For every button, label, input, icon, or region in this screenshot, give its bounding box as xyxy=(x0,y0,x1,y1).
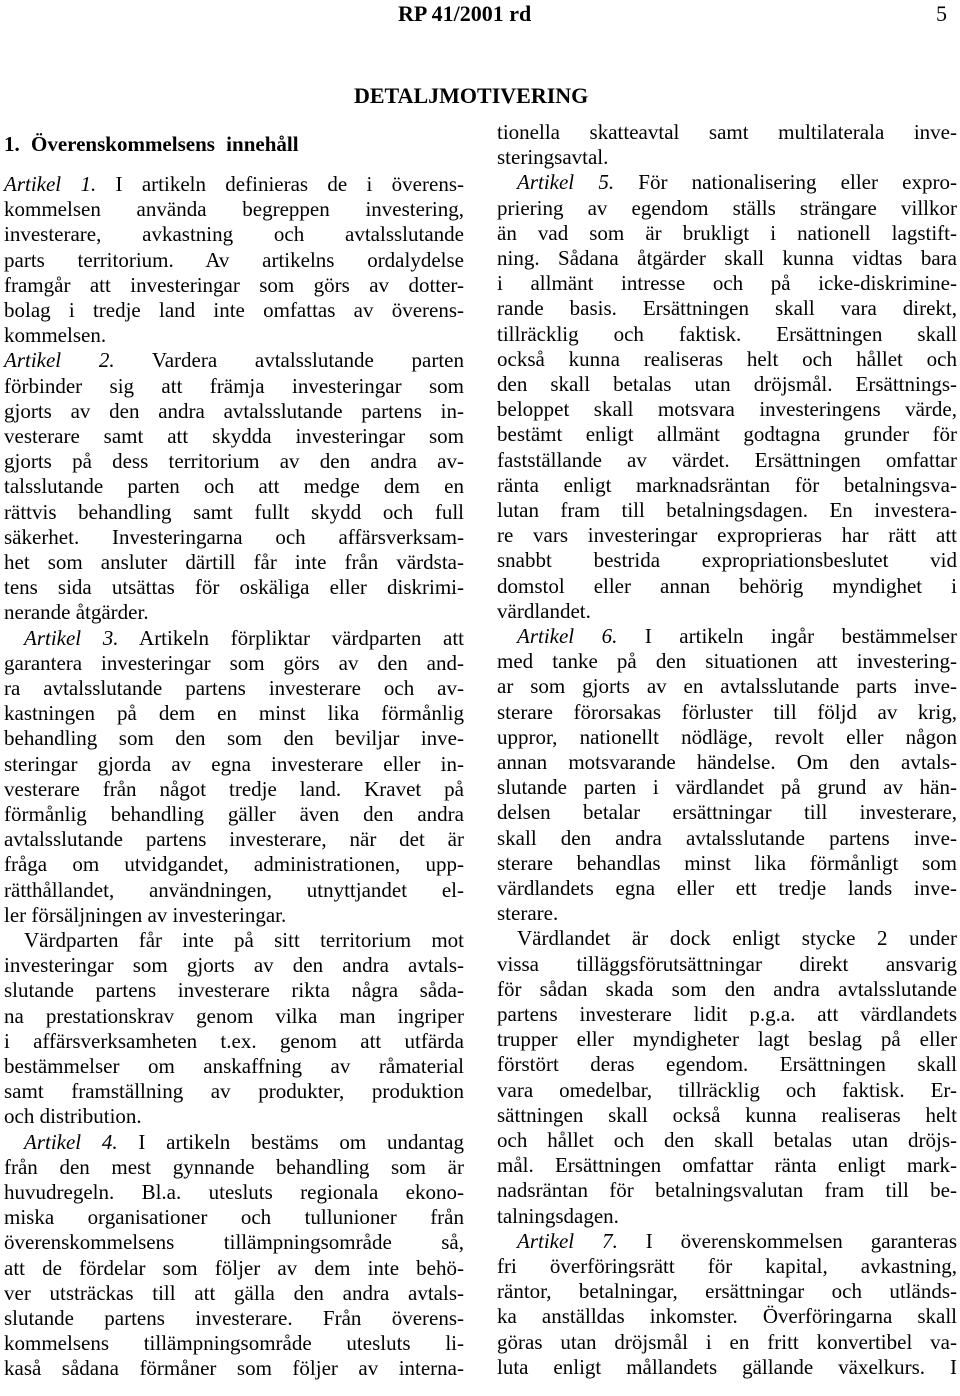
text-line xyxy=(4,348,464,373)
text-line xyxy=(497,196,957,221)
text-line xyxy=(497,1330,957,1355)
text-run: delsen betalar ersättningar till investerare, xyxy=(497,800,957,825)
text-line xyxy=(4,953,464,978)
text-run: sterare. xyxy=(497,901,559,926)
text-line xyxy=(4,1205,464,1230)
text-line xyxy=(497,800,957,825)
text-line xyxy=(497,296,957,321)
text-line xyxy=(497,448,957,473)
text-line xyxy=(497,876,957,901)
text-line xyxy=(497,725,957,750)
text-line xyxy=(4,1029,464,1054)
text-run: investerare, avkastning och avtalsslutande xyxy=(4,222,464,247)
text-run: steringsavtal. xyxy=(497,145,609,170)
text-run: mål. Ersättningen omfattar ränta enligt mark- xyxy=(497,1153,957,1178)
text-line xyxy=(4,575,464,600)
text-run: och distribution. xyxy=(4,1104,142,1129)
text-run: göras utan dröjsmål i en fritt konvertibel va- xyxy=(497,1329,957,1354)
text-line xyxy=(4,701,464,726)
text-line xyxy=(24,928,464,953)
text-run: förstört deras egendom. Ersättningen skall xyxy=(497,1052,957,1077)
text-run: huvudregeln. Bl.a. utesluts regionala ekono- xyxy=(4,1180,464,1204)
text-run: än vad som är brukligt i nationell lagstift- xyxy=(497,220,957,245)
text-run: ning. Sådana åtgärder skall kunna vidtas bara xyxy=(497,246,957,270)
text-run: vissa tilläggsförutsättningar direkt ansvarig xyxy=(497,951,957,976)
text-line xyxy=(497,1304,957,1329)
text-run: I artikeln ingår bestämmelser xyxy=(617,624,957,648)
text-run: framgår att investeringar som görs av dotter- xyxy=(4,272,464,297)
text-line xyxy=(497,271,957,296)
text-line xyxy=(517,624,957,649)
text-run: värdlandet. xyxy=(497,598,591,623)
text-line xyxy=(497,347,957,372)
text-line xyxy=(4,424,464,449)
text-line xyxy=(4,1331,464,1356)
text-run: lutan fram till betalningsdagen. En investera- xyxy=(497,498,957,522)
text-line xyxy=(4,248,464,273)
text-line xyxy=(4,802,464,827)
text-run: kommelsens tillämpningsområde utesluts li- xyxy=(4,1331,464,1356)
text-line xyxy=(4,726,464,751)
text-line xyxy=(4,1079,464,1104)
text-run: också kunna realiseras helt och hållet och xyxy=(497,346,957,371)
text-line xyxy=(497,246,957,271)
text-run: gjorts av den andra avtalsslutande partens in- xyxy=(4,398,464,423)
text-line xyxy=(497,120,957,145)
text-line xyxy=(4,222,464,247)
text-run: Vardera avtalsslutande parten xyxy=(114,348,464,373)
text-line xyxy=(4,827,464,852)
text-run: talningsdagen. xyxy=(497,1203,619,1228)
text-line xyxy=(497,548,957,573)
text-run: att de fördelar som följer av dem inte behö- xyxy=(4,1255,464,1280)
text-run: skall den andra avtalsslutande partens inve- xyxy=(497,825,957,850)
text-line xyxy=(497,322,957,347)
text-run: behandling som den som den beviljar inve- xyxy=(4,726,464,751)
text-run: rättvis behandling samt fullt skydd och full xyxy=(4,499,464,524)
text-run: med tanke på den situationen att investering- xyxy=(497,649,957,674)
text-run: I överenskommelsen garanteras xyxy=(617,1228,957,1253)
text-line xyxy=(4,676,464,701)
text-line xyxy=(517,926,957,951)
text-run: partens investerare lidit p.g.a. att värdlandets xyxy=(497,1002,957,1026)
text-run: säkerhet. Investeringarna och affärsverksam- xyxy=(4,524,464,549)
text-run: bestämt enligt allmänt godtagna grunder för xyxy=(497,422,957,447)
text-line xyxy=(4,172,464,197)
text-line xyxy=(4,550,464,575)
text-run: ra avtalsslutande partens investerare och av- xyxy=(4,676,464,700)
text-run: parts territorium. Av artikelns ordalydelse xyxy=(4,247,464,272)
text-run: snabbt bestrida expropriationsbeslutet vid xyxy=(497,548,957,573)
text-line xyxy=(497,649,957,674)
text-run: tens sida utsättas för oskäliga eller diskrimi- xyxy=(4,575,464,600)
text-run: värdlandets egna eller ett tredje lands inve- xyxy=(497,876,957,900)
text-line xyxy=(517,170,957,195)
text-line xyxy=(497,422,957,447)
article-label: Artikel 5. xyxy=(517,170,615,195)
text-line xyxy=(4,1230,464,1255)
text-run: Artikeln förpliktar värdparten att xyxy=(118,625,464,650)
text-run: Värdparten får inte på sitt territorium mot xyxy=(24,928,464,952)
text-line xyxy=(497,1128,957,1153)
text-run: ver utsträckas till att gälla den andra avtals- xyxy=(4,1280,464,1305)
text-run: slutande partens investerare rikta några såda- xyxy=(4,978,464,1003)
text-line xyxy=(497,473,957,498)
text-run: för sådan skada som den andra avtalsslutande xyxy=(497,976,957,1001)
text-run: kommelsen använda begreppen investering, xyxy=(4,197,464,222)
text-line xyxy=(497,1204,957,1229)
text-run: trupper eller myndigheter lagt beslag på eller xyxy=(497,1027,957,1052)
text-line xyxy=(517,1229,957,1254)
page-header-title: RP 41/2001 rd xyxy=(398,1,532,26)
text-run: investeringar som gjorts av den andra avtals- xyxy=(4,953,464,978)
text-line xyxy=(4,1054,464,1079)
text-run: garantera investeringar som görs av den and- xyxy=(4,650,464,675)
text-run: fastställande av värdet. Ersättningen omfattar xyxy=(497,447,957,472)
text-line xyxy=(497,826,957,851)
text-run: domstol eller annan behörig myndighet i xyxy=(497,573,957,598)
article-label: Artikel 7. xyxy=(517,1228,618,1253)
text-line xyxy=(497,523,957,548)
article-label: Artikel 6. xyxy=(517,624,618,648)
text-line xyxy=(497,498,957,523)
text-run: kaså sådana förmåner som följer av interna- xyxy=(4,1356,464,1381)
text-line xyxy=(4,1004,464,1029)
text-run: ar som gjorts av en avtalsslutande parts inve- xyxy=(497,674,957,699)
text-line xyxy=(497,1103,957,1128)
text-run: i allmänt intresse och på icke-diskrimine- xyxy=(497,271,957,296)
text-line xyxy=(4,978,464,1003)
text-run: luta enligt mållandets gällande växelkurs. I xyxy=(497,1354,957,1379)
text-line xyxy=(497,1002,957,1027)
text-run: priering av egendom ställs strängare villkor xyxy=(497,195,957,220)
text-run: den skall betalas utan dröjsmål. Ersättnings- xyxy=(497,372,957,396)
article-label: Artikel 1. xyxy=(4,172,97,196)
text-line xyxy=(4,903,464,928)
text-line xyxy=(497,1078,957,1103)
text-line xyxy=(497,1027,957,1052)
text-line xyxy=(497,1153,957,1178)
text-run: steringar gjorda av egna investerare eller in- xyxy=(4,751,464,776)
text-line xyxy=(497,221,957,246)
text-run: sterare behandlas minst lika förmånligt som xyxy=(497,850,957,875)
text-run: ler försäljningen av investeringar. xyxy=(4,902,287,927)
text-run: rande basis. Ersättningen skall vara direkt, xyxy=(497,296,957,321)
text-line xyxy=(497,901,957,926)
text-run: bestämmelser om anskaffning av råmaterial xyxy=(4,1054,464,1078)
text-run: kastningen på dem en minst lika förmånlig xyxy=(4,701,464,726)
text-run: i affärsverksamheten t.ex. genom att utfärda xyxy=(4,1028,464,1053)
text-line xyxy=(4,1281,464,1306)
text-line xyxy=(24,1130,464,1155)
text-run: het som ansluter därtill får inte från värdsta- xyxy=(4,550,464,574)
text-line xyxy=(497,750,957,775)
text-run: tionella skatteavtal samt multilaterala inve- xyxy=(497,120,957,144)
text-line xyxy=(4,1306,464,1331)
text-run: vesterare från något tredje land. Kravet på xyxy=(4,776,464,801)
text-line xyxy=(497,1052,957,1077)
article-label: Artikel 4. xyxy=(24,1129,118,1154)
text-line xyxy=(497,145,957,170)
text-run: tillräcklig och faktisk. Ersättningen skall xyxy=(497,321,957,346)
article-label: Artikel 3. xyxy=(24,625,119,650)
text-line xyxy=(497,674,957,699)
text-line xyxy=(4,1104,464,1129)
text-line xyxy=(4,197,464,222)
text-run: överenskommelsens tillämpningsområde så, xyxy=(4,1230,464,1255)
text-run: nadsräntan för betalningsvalutan fram till be- xyxy=(497,1178,957,1203)
text-run: förmånlig behandling gäller även den andra xyxy=(4,802,464,826)
text-run: räntor, betalningar, ersättningar och utländs- xyxy=(497,1279,957,1304)
text-run: ränta enligt marknadsräntan för betalningsva- xyxy=(497,472,957,497)
text-run: sättningen skall också kunna realiseras helt xyxy=(497,1102,957,1127)
text-line xyxy=(4,1180,464,1205)
text-run: slutande parten i värdlandet på grund av hän- xyxy=(497,775,957,800)
text-run: vesterare samt att skydda investeringar som xyxy=(4,424,464,448)
text-run: bolag i tredje land inte omfattas av överens- xyxy=(4,298,464,322)
text-run: nerande åtgärder. xyxy=(4,600,149,625)
text-run: re vars investeringar exproprieras har rätt att xyxy=(497,523,957,548)
text-run: Värdlandet är dock enligt stycke 2 under xyxy=(517,926,957,951)
text-line xyxy=(497,1279,957,1304)
text-line xyxy=(4,500,464,525)
text-line xyxy=(4,474,464,499)
text-run: I artikeln bestäms om undantag xyxy=(117,1129,464,1154)
text-run: I artikeln definieras de i överens- xyxy=(96,172,464,196)
text-line xyxy=(4,323,464,348)
text-line xyxy=(4,273,464,298)
text-run: gjorts på dess territorium av den andra av- xyxy=(4,449,464,474)
text-line xyxy=(4,651,464,676)
text-line xyxy=(4,1155,464,1180)
text-line xyxy=(4,1356,464,1381)
text-run: ka anställdas inkomster. Överföringarna skall xyxy=(497,1304,957,1329)
text-run: na prestationskrav genom vilka man ingriper xyxy=(4,1003,464,1028)
text-line xyxy=(497,977,957,1002)
text-line xyxy=(497,700,957,725)
heading-1: 1. Överenskommelsens innehåll xyxy=(4,132,299,156)
text-line xyxy=(4,298,464,323)
text-run: samt framställning av produkter, produktion xyxy=(4,1079,464,1104)
text-run: annan motsvarande händelse. Om den avtals- xyxy=(497,750,957,774)
text-run: slutande partens investerare. Från överens- xyxy=(4,1306,464,1330)
text-line xyxy=(497,952,957,977)
text-run: fri överföringsrätt för kapital, avkastning, xyxy=(497,1254,957,1278)
text-line xyxy=(4,374,464,399)
text-run: vara omedelbar, tillräcklig och faktisk. Er- xyxy=(497,1077,957,1102)
text-line xyxy=(4,600,464,625)
page-number: 5 xyxy=(936,1,947,26)
text-run: talsslutande parten och att medge dem en xyxy=(4,474,464,499)
text-run: uppror, nationellt nödläge, revolt eller någon xyxy=(497,724,957,749)
text-run: sterare förorsakas förluster till följd av krig, xyxy=(497,699,957,724)
text-run: rätthållandet, användningen, utnyttjandet el- xyxy=(4,877,464,902)
text-line xyxy=(497,372,957,397)
text-run: beloppet skall motsvara investeringens värde, xyxy=(497,397,957,422)
text-line xyxy=(4,777,464,802)
text-line xyxy=(497,851,957,876)
text-run: fråga om utvidgandet, administrationen, upp- xyxy=(4,852,464,877)
text-run: från den mest gynnande behandling som är xyxy=(4,1154,464,1179)
text-line xyxy=(4,1256,464,1281)
text-line xyxy=(497,599,957,624)
text-line xyxy=(497,397,957,422)
text-line xyxy=(497,1178,957,1203)
text-run: För nationalisering eller expro- xyxy=(614,170,957,195)
text-line xyxy=(4,399,464,424)
text-line xyxy=(4,878,464,903)
section-title: DETALJMOTIVERING xyxy=(354,83,589,108)
text-run: kommelsen. xyxy=(4,323,107,348)
text-run: avtalsslutande partens investerare, när det är xyxy=(4,827,464,852)
text-line xyxy=(24,626,464,651)
text-line xyxy=(497,574,957,599)
text-line xyxy=(4,525,464,550)
text-line xyxy=(4,449,464,474)
text-run: förbinder sig att främja investeringar som xyxy=(4,373,464,398)
text-run: och hållet och den skall betalas utan dröjs- xyxy=(497,1128,957,1152)
text-line xyxy=(497,775,957,800)
text-line xyxy=(497,1254,957,1279)
text-line xyxy=(4,752,464,777)
text-line xyxy=(4,852,464,877)
text-line xyxy=(497,1355,957,1380)
text-run: miska organisationer och tullunioner från xyxy=(4,1205,464,1230)
article-label: Artikel 2. xyxy=(4,348,115,373)
